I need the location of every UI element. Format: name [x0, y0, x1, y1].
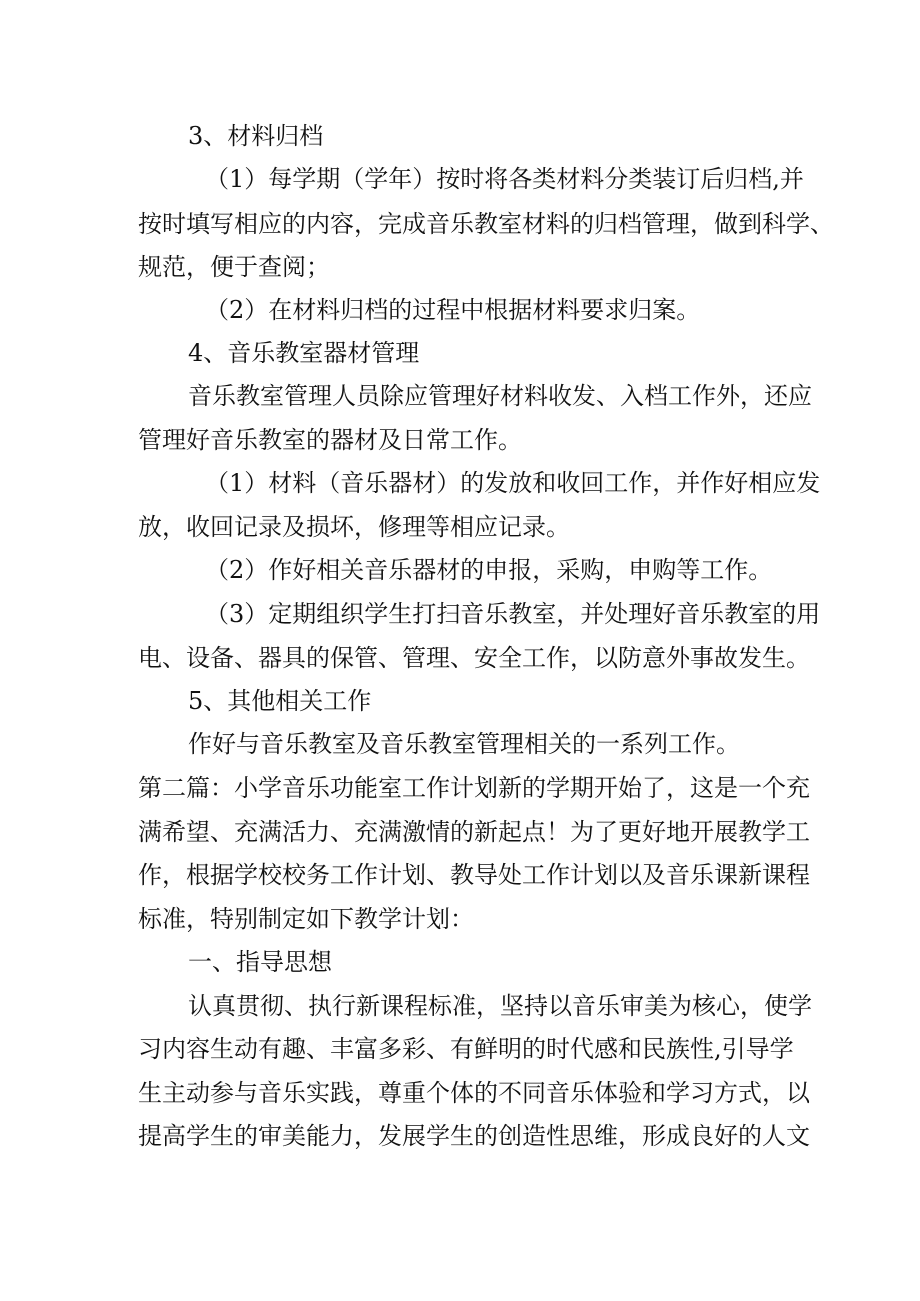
paragraph-line: 认真贯彻、执行新课程标准，坚持以音乐审美为核心，使学 — [188, 992, 812, 1020]
paragraph-line: 按时填写相应的内容，完成音乐教室材料的归档管理，做到科学、 — [138, 210, 834, 238]
paragraph-line: （2）作好相关音乐器材的申报，采购，申购等工作。 — [205, 556, 773, 584]
chapter-two-intro-line: 第二篇：小学音乐功能室工作计划新的学期开始了，这是一个充 — [138, 774, 810, 802]
section-heading-guiding-ideology: 一、指导思想 — [188, 948, 332, 976]
paragraph-line: 管理好音乐教室的器材及日常工作。 — [138, 426, 522, 454]
paragraph-line: （1）每学期（学年）按时将各类材料分类装订后归档,并 — [205, 165, 804, 193]
section-heading-material-archiving: 3、材料归档 — [188, 122, 324, 150]
paragraph-line: 规范，便于查阅； — [138, 253, 330, 281]
paragraph-line: 习内容生动有趣、丰富多彩、有鲜明的时代感和民族性,引导学 — [138, 1035, 794, 1063]
section-heading-other-work: 5、其他相关工作 — [188, 687, 372, 715]
paragraph-line: 电、设备、器具的保管、管理、安全工作，以防意外事故发生。 — [138, 644, 810, 672]
paragraph-line: 作好与音乐教室及音乐教室管理相关的一系列工作。 — [188, 730, 740, 758]
paragraph-line: 满希望、充满活力、充满激情的新起点！为了更好地开展教学工 — [138, 818, 810, 846]
paragraph-line: 标准，特别制定如下教学计划： — [138, 905, 474, 933]
paragraph-line: 生主动参与音乐实践，尊重个体的不同音乐体验和学习方式，以 — [138, 1079, 810, 1107]
paragraph-line: 作，根据学校校务工作计划、教导处工作计划以及音乐课新课程 — [138, 861, 810, 889]
paragraph-line: 音乐教室管理人员除应管理好材料收发、入档工作外，还应 — [188, 382, 812, 410]
paragraph-line: （3）定期组织学生打扫音乐教室，并处理好音乐教室的用 — [205, 600, 821, 628]
paragraph-line: 放，收回记录及损坏，修理等相应记录。 — [138, 513, 570, 541]
section-heading-equipment-management: 4、音乐教室器材管理 — [188, 339, 420, 367]
paragraph-line: （1）材料（音乐器材）的发放和收回工作，并作好相应发 — [205, 469, 821, 497]
paragraph-line: 提高学生的审美能力，发展学生的创造性思维，形成良好的人文 — [138, 1122, 810, 1150]
paragraph-line: （2）在材料归档的过程中根据材料要求归案。 — [205, 296, 701, 324]
